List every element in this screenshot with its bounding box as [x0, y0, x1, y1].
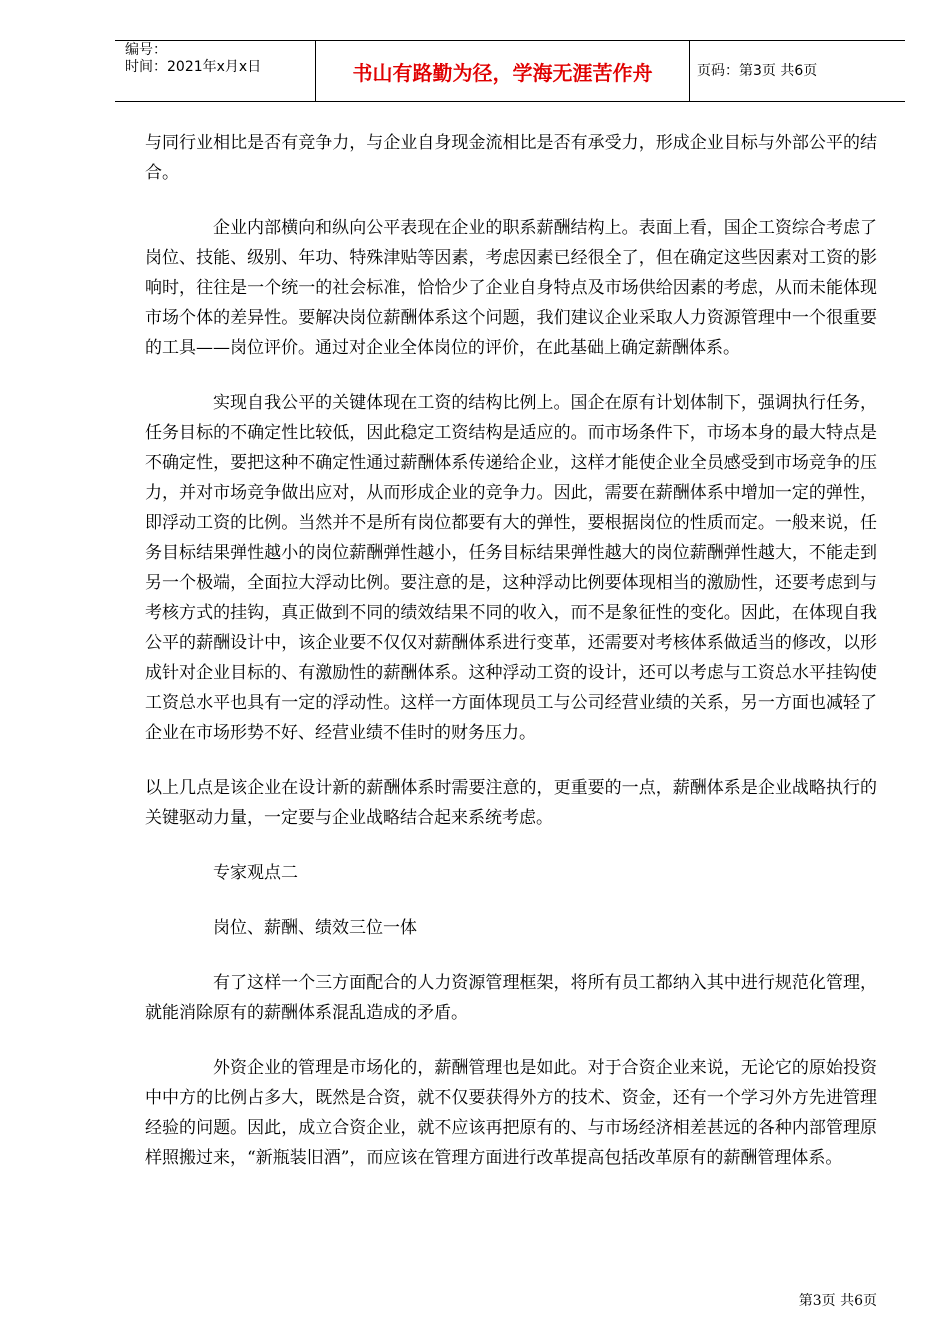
- page-header: [115, 40, 905, 102]
- paragraph-continued: 与同行业相比是否有竞争力，与企业自身现金流相比是否有承受力，形成企业目标与外部公平的结合。: [145, 133, 877, 183]
- page-footer-number: 第3页 共6页: [798, 1293, 877, 1309]
- header-page-cell: [689, 41, 905, 101]
- header-page-number: 页码：第3页 共6页: [697, 63, 818, 79]
- document-number-label: 编号：: [125, 42, 167, 58]
- paragraph-internal-fairness: 企业内部横向和纵向公平表现在企业的职系薪酬结构上。表面上看，国企工资综合考虑了岗位、技能、级别、年功、特殊津贴等因素，考虑因素已经很全了，但在确定这些因素对工资的影响时，往往是一个统一的社会标准，恰恰少了企业自身特点及市场供给因素的考虑，从而未能体现市场个体的差异性。要解决岗位薪酬体系这个问题，我们建议企业采取人力资源管理中一个很重要的工具——岗位评价。通过对企业全体岗位的评价，在此基础上确定薪酬体系。: [145, 218, 877, 358]
- paragraph-summary: 以上几点是该企业在设计新的薪酬体系时需要注意的，更重要的一点，薪酬体系是企业战略执行的关键驱动力量，一定要与企业战略结合起来系统考虑。: [145, 778, 877, 828]
- section-heading-expert-view: 专家观点二: [213, 863, 298, 883]
- paragraph-foreign-enterprise: 外资企业的管理是市场化的，薪酬管理也是如此。对于合资企业来说，无论它的原始投资中中方的比例占多大，既然是合资，就不仅要获得外方的技术、资金，还有一个学习外方先进管理经验的问题。因此，成立合资企业，就不应该再把原有的、与市场经济相差甚远的各种内部管理原样照搬过来，“新瓶装旧酒”，而应该在管理方面进行改革提高包括改革原有的薪酬管理体系。: [145, 1058, 877, 1168]
- section-subheading: 岗位、薪酬、绩效三位一体: [213, 918, 417, 938]
- paragraph-framework: 有了这样一个三方面配合的人力资源管理框架，将所有员工都纳入其中进行规范化管理，就能消除原有的薪酬体系混乱造成的矛盾。: [145, 973, 877, 1023]
- paragraph-self-fairness: 实现自我公平的关键体现在工资的结构比例上。国企在原有计划体制下，强调执行任务，任务目标的不确定性比较低，因此稳定工资结构是适应的。而市场条件下，市场本身的最大特点是不确定性，要把这种不确定性通过薪酬体系传递给企业，这样才能使企业全员感受到市场竞争的压力，并对市场竞争做出应对，从而形成企业的竞争力。因此，需要在薪酬体系中增加一定的弹性，即浮动工资的比例。当然并不是所有岗位都要有大的弹性，要根据岗位的性质而定。一般来说，任务目标结果弹性越小的岗位薪酬弹性越小，任务目标结果弹性越大的岗位薪酬弹性越大，不能走到另一个极端，全面拉大浮动比例。要注意的是，这种浮动比例要体现相当的激励性，还要考虑到与考核方式的挂钩，真正做到不同的绩效结果不同的收入，而不是象征性的变化。因此，在体现自我公平的薪酬设计中，该企业要不仅仅对薪酬体系进行变革，还需要对考核体系做适当的修改，以形成针对企业目标的、有激励性的薪酬体系。这种浮动工资的设计，还可以考虑与工资总水平挂钩使工资总水平也具有一定的浮动性。这样一方面体现员工与公司经营业绩的关系，另一方面也减轻了企业在市场形势不好、经营业绩不佳时的财务压力。: [145, 393, 877, 743]
- header-meta-cell: [115, 41, 315, 101]
- header-motto: 书山有路勤为径，学海无涯苦作舟: [352, 61, 653, 85]
- header-motto-cell: [315, 41, 690, 101]
- document-time-label: 时间：2021年x月x日: [125, 59, 262, 75]
- document-body: [145, 128, 877, 1198]
